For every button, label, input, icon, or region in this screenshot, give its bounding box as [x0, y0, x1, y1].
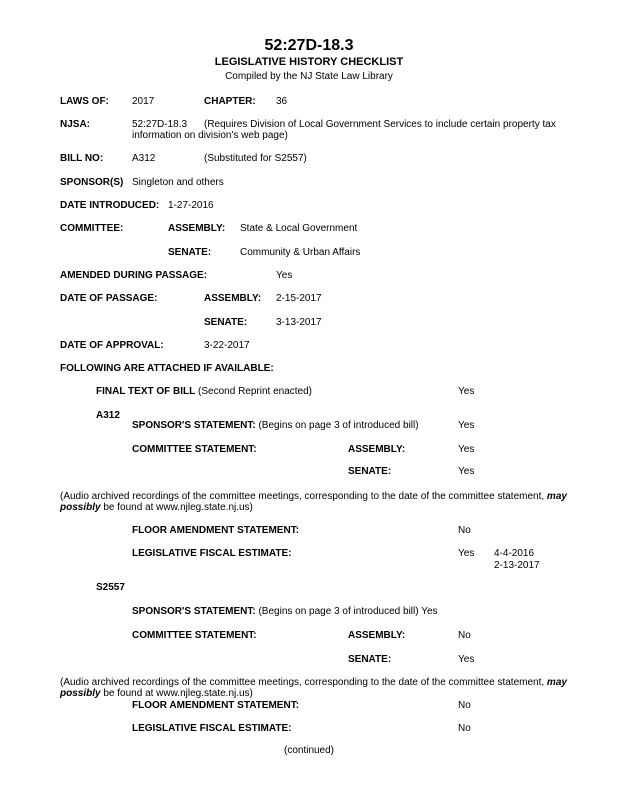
bill-s2557-heading: S2557	[96, 582, 125, 593]
a312-fiscal-value: Yes	[458, 548, 475, 559]
a312-fiscal-date-2: 2-13-2017	[494, 560, 540, 571]
s2557-sponsor-note: (Begins on page 3 of introduced bill)	[258, 606, 419, 617]
a312-audio-note-pre: (Audio archived recordings of the committee meetings, corresponding to the date of the committee statement,	[60, 491, 547, 502]
chapter-label: CHAPTER:	[204, 96, 256, 107]
bill-no-value: A312	[132, 153, 156, 164]
final-text-note: (Second Reprint enacted)	[198, 386, 313, 397]
a312-audio-note	[60, 491, 605, 513]
sponsors-label: SPONSOR(S)	[60, 177, 124, 188]
s2557-sponsor-row	[132, 606, 438, 618]
page-subtitle: LEGISLATIVE HISTORY CHECKLIST	[214, 56, 404, 68]
date-introduced-label: DATE INTRODUCED:	[60, 200, 160, 211]
sponsors-value: Singleton and others	[132, 177, 224, 188]
bill-substituted-note: (Substituted for S2557)	[204, 153, 307, 164]
s2557-senate-label: SENATE:	[348, 654, 392, 665]
s2557-assembly-value: No	[458, 630, 471, 641]
date-introduced-value: 1-27-2016	[168, 200, 214, 211]
s2557-senate-value: Yes	[458, 654, 475, 665]
a312-assembly-value: Yes	[458, 444, 475, 455]
bill-no-label: BILL NO:	[60, 153, 104, 164]
laws-of-label: LAWS OF:	[60, 96, 109, 107]
njsa-description: (Requires Division of Local Government Services to include certain property tax information on division's web page)	[132, 119, 556, 141]
chapter-value: 36	[276, 96, 288, 107]
s2557-floor-label: FLOOR AMENDMENT STATEMENT:	[132, 700, 300, 711]
s2557-sponsor-label: SPONSOR'S STATEMENT:	[132, 606, 256, 617]
s2557-floor-value: No	[458, 700, 471, 711]
s2557-assembly-label: ASSEMBLY:	[348, 630, 406, 641]
a312-audio-note-post: be found at www.njleg.state.nj.us)	[103, 502, 253, 513]
committee-label: COMMITTEE:	[60, 223, 124, 234]
passage-assembly-label: ASSEMBLY:	[204, 293, 262, 304]
a312-sponsor-row	[132, 420, 419, 432]
amended-label: AMENDED DURING PASSAGE:	[60, 270, 208, 281]
approval-value: 3-22-2017	[204, 340, 250, 351]
njsa-value: 52:27D-18.3	[132, 119, 188, 130]
committee-senate-value: Community & Urban Affairs	[240, 247, 361, 258]
laws-of-value: 2017	[132, 96, 155, 107]
passage-senate-label: SENATE:	[204, 317, 248, 328]
a312-sponsor-value: Yes	[458, 420, 475, 431]
s2557-sponsor-value: Yes	[421, 606, 438, 617]
final-text-value: Yes	[458, 386, 475, 397]
s2557-audio-note-em: may possibly	[60, 677, 567, 699]
s2557-audio-note-pre: (Audio archived recordings of the committee meetings, corresponding to the date of the committee statement,	[60, 677, 547, 688]
passage-label: DATE OF PASSAGE:	[60, 293, 158, 304]
a312-senate-label: SENATE:	[348, 466, 392, 477]
passage-assembly-value: 2-15-2017	[276, 293, 322, 304]
final-text-row	[96, 386, 312, 398]
a312-fiscal-date-1: 4-4-2016	[494, 548, 535, 559]
passage-senate-value: 3-13-2017	[276, 317, 322, 328]
a312-audio-note-em: may possibly	[60, 491, 567, 513]
compiled-by: Compiled by the NJ State Law Library	[225, 71, 393, 82]
bill-a312-heading: A312	[96, 410, 120, 421]
final-text-label: FINAL TEXT OF BILL	[96, 386, 196, 397]
s2557-fiscal-value: No	[458, 723, 471, 734]
approval-label: DATE OF APPROVAL:	[60, 340, 164, 351]
s2557-fiscal-label: LEGISLATIVE FISCAL ESTIMATE:	[132, 723, 292, 734]
committee-assembly-value: State & Local Government	[240, 223, 358, 234]
a312-floor-label: FLOOR AMENDMENT STATEMENT:	[132, 525, 300, 536]
a312-fiscal-label: LEGISLATIVE FISCAL ESTIMATE:	[132, 548, 292, 559]
s2557-committee-label: COMMITTEE STATEMENT:	[132, 630, 257, 641]
a312-floor-value: No	[458, 525, 471, 536]
a312-senate-value: Yes	[458, 466, 475, 477]
committee-senate-label: SENATE:	[168, 247, 212, 258]
njsa-label: NJSA:	[60, 119, 91, 130]
a312-committee-label: COMMITTEE STATEMENT:	[132, 444, 257, 455]
attached-heading: FOLLOWING ARE ATTACHED IF AVAILABLE:	[60, 363, 274, 374]
s2557-audio-note	[60, 677, 605, 699]
a312-sponsor-note: (Begins on page 3 of introduced bill)	[258, 420, 419, 431]
a312-sponsor-label: SPONSOR'S STATEMENT:	[132, 420, 256, 431]
s2557-audio-note-post: be found at www.njleg.state.nj.us)	[103, 688, 253, 699]
a312-assembly-label: ASSEMBLY:	[348, 444, 406, 455]
continued-footer: (continued)	[283, 745, 335, 756]
committee-assembly-label: ASSEMBLY:	[168, 223, 226, 234]
page-title: 52:27D-18.3	[264, 37, 354, 54]
amended-value: Yes	[276, 270, 293, 281]
